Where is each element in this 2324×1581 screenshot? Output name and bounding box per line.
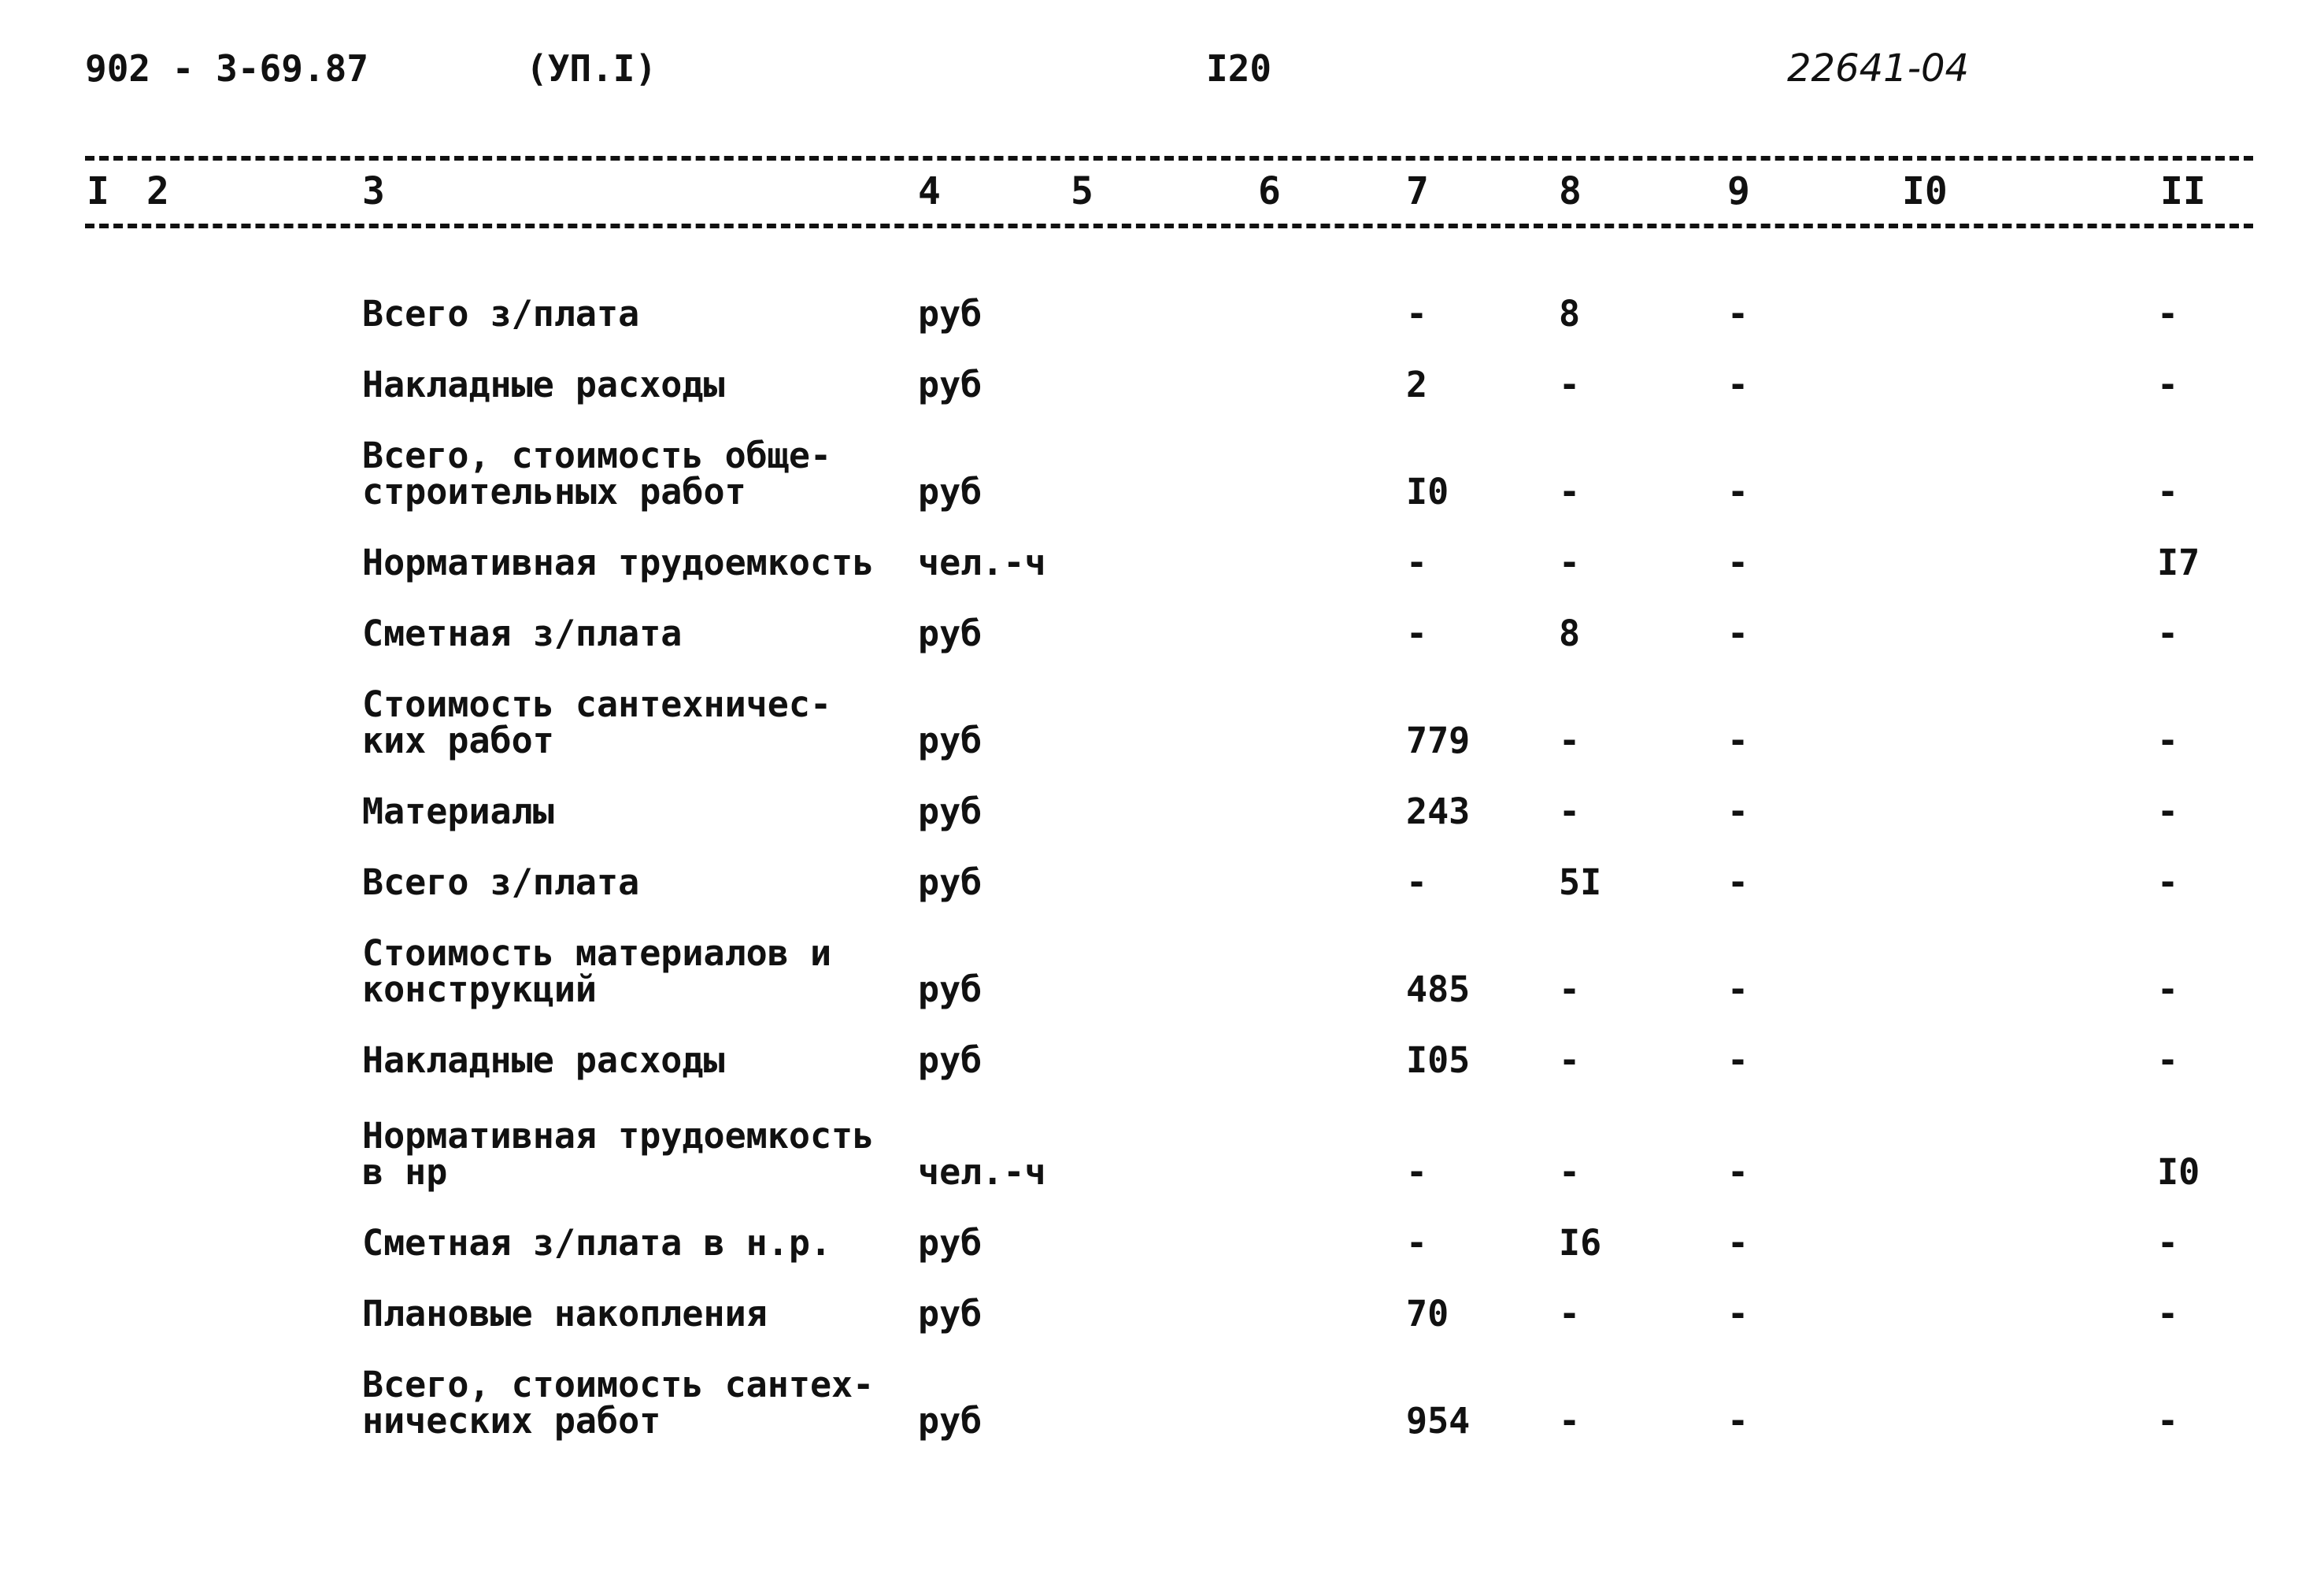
row-col8: - — [1559, 1293, 1581, 1335]
column-number-9: 9 — [1727, 169, 1750, 213]
row-col7: 2 — [1406, 364, 1428, 405]
row-description: Сметная з/плата в н.р. — [362, 1222, 832, 1264]
page-number: I20 — [1206, 47, 1272, 90]
row-unit: руб — [918, 1222, 983, 1264]
row-description: Плановые накопления — [362, 1293, 768, 1335]
column-number-10: I0 — [1902, 169, 1948, 213]
row-col8: - — [1559, 790, 1581, 832]
row-col7: 954 — [1406, 1400, 1471, 1442]
column-number-8: 8 — [1559, 169, 1582, 213]
row-col7: 70 — [1406, 1293, 1449, 1335]
row-col7: 243 — [1406, 790, 1471, 832]
row-unit: руб — [918, 790, 983, 832]
row-description: Материалы — [362, 790, 554, 832]
row-unit: руб — [918, 293, 983, 335]
row-col7: - — [1406, 542, 1428, 583]
row-unit: чел.-ч — [918, 1151, 1046, 1193]
row-col7: 485 — [1406, 968, 1471, 1010]
row-description: Накладные расходы — [362, 364, 725, 405]
row-col11: - — [2157, 1039, 2179, 1081]
column-number-7: 7 — [1406, 169, 1429, 213]
row-col7: I0 — [1406, 471, 1449, 513]
row-col9: - — [1727, 1151, 1749, 1193]
row-col8: - — [1559, 968, 1581, 1010]
row-description: Стоимость материалов и конструкций — [362, 932, 832, 1010]
row-unit: руб — [918, 1293, 983, 1335]
row-col11: - — [2157, 1293, 2179, 1335]
row-col7: I05 — [1406, 1039, 1471, 1081]
row-description: Сметная з/плата — [362, 613, 683, 654]
column-number-1: I — [87, 169, 109, 213]
row-col9: - — [1727, 720, 1749, 761]
row-col7: 779 — [1406, 720, 1471, 761]
row-col9: - — [1727, 1293, 1749, 1335]
row-col9: - — [1727, 790, 1749, 832]
row-col9: - — [1727, 471, 1749, 513]
row-col8: - — [1559, 1151, 1581, 1193]
row-col11: I7 — [2157, 542, 2200, 583]
row-col11: - — [2157, 471, 2179, 513]
inventory-number: 22641-04 — [1787, 46, 1970, 91]
row-col8: 8 — [1559, 293, 1581, 335]
row-col11: - — [2157, 720, 2179, 761]
row-col8: 8 — [1559, 613, 1581, 654]
column-number-2: 2 — [146, 169, 169, 213]
row-col7: - — [1406, 1151, 1428, 1193]
row-description: Нормативная трудоемкость в нр — [362, 1115, 875, 1193]
document-code: 902 - 3-69.87 — [85, 47, 369, 90]
row-description: Всего з/плата — [362, 861, 640, 903]
row-col9: - — [1727, 861, 1749, 903]
column-number-5: 5 — [1071, 169, 1094, 213]
row-col9: - — [1727, 613, 1749, 654]
row-col7: - — [1406, 613, 1428, 654]
row-col9: - — [1727, 293, 1749, 335]
row-col11: - — [2157, 293, 2179, 335]
row-col9: - — [1727, 1222, 1749, 1264]
row-unit: руб — [918, 364, 983, 405]
column-number-3: 3 — [362, 169, 385, 213]
row-col9: - — [1727, 542, 1749, 583]
row-description: Всего, стоимость обще- строительных работ — [362, 435, 832, 513]
row-col8: - — [1559, 1400, 1581, 1442]
row-col11: - — [2157, 968, 2179, 1010]
row-col7: - — [1406, 293, 1428, 335]
row-description: Стоимость сантехничес- ких работ — [362, 683, 832, 761]
row-col11: I0 — [2157, 1151, 2200, 1193]
row-col8: - — [1559, 542, 1581, 583]
header-rule-bottom — [85, 224, 2253, 228]
row-unit: руб — [918, 471, 983, 513]
row-description: Всего, стоимость сантех- нических работ — [362, 1364, 875, 1442]
header-rule-top — [85, 156, 2253, 161]
sheet-label: (УП.I) — [526, 47, 657, 90]
row-col8: 5I — [1559, 861, 1602, 903]
row-col9: - — [1727, 364, 1749, 405]
row-col11: - — [2157, 1400, 2179, 1442]
row-col9: - — [1727, 1039, 1749, 1081]
row-col8: I6 — [1559, 1222, 1602, 1264]
row-col11: - — [2157, 613, 2179, 654]
row-unit: руб — [918, 1039, 983, 1081]
row-unit: руб — [918, 613, 983, 654]
row-col9: - — [1727, 968, 1749, 1010]
row-col11: - — [2157, 861, 2179, 903]
row-col8: - — [1559, 471, 1581, 513]
row-description: Нормативная трудоемкость — [362, 542, 875, 583]
row-description: Накладные расходы — [362, 1039, 725, 1081]
row-unit: руб — [918, 1400, 983, 1442]
row-col11: - — [2157, 364, 2179, 405]
row-col11: - — [2157, 1222, 2179, 1264]
column-number-6: 6 — [1258, 169, 1281, 213]
column-number-4: 4 — [918, 169, 941, 213]
row-col8: - — [1559, 364, 1581, 405]
row-col7: - — [1406, 1222, 1428, 1264]
column-number-11: II — [2160, 169, 2206, 213]
row-col9: - — [1727, 1400, 1749, 1442]
row-col7: - — [1406, 861, 1428, 903]
row-unit: чел.-ч — [918, 542, 1046, 583]
row-col11: - — [2157, 790, 2179, 832]
row-unit: руб — [918, 720, 983, 761]
row-col8: - — [1559, 1039, 1581, 1081]
row-unit: руб — [918, 861, 983, 903]
row-col8: - — [1559, 720, 1581, 761]
row-unit: руб — [918, 968, 983, 1010]
row-description: Всего з/плата — [362, 293, 640, 335]
